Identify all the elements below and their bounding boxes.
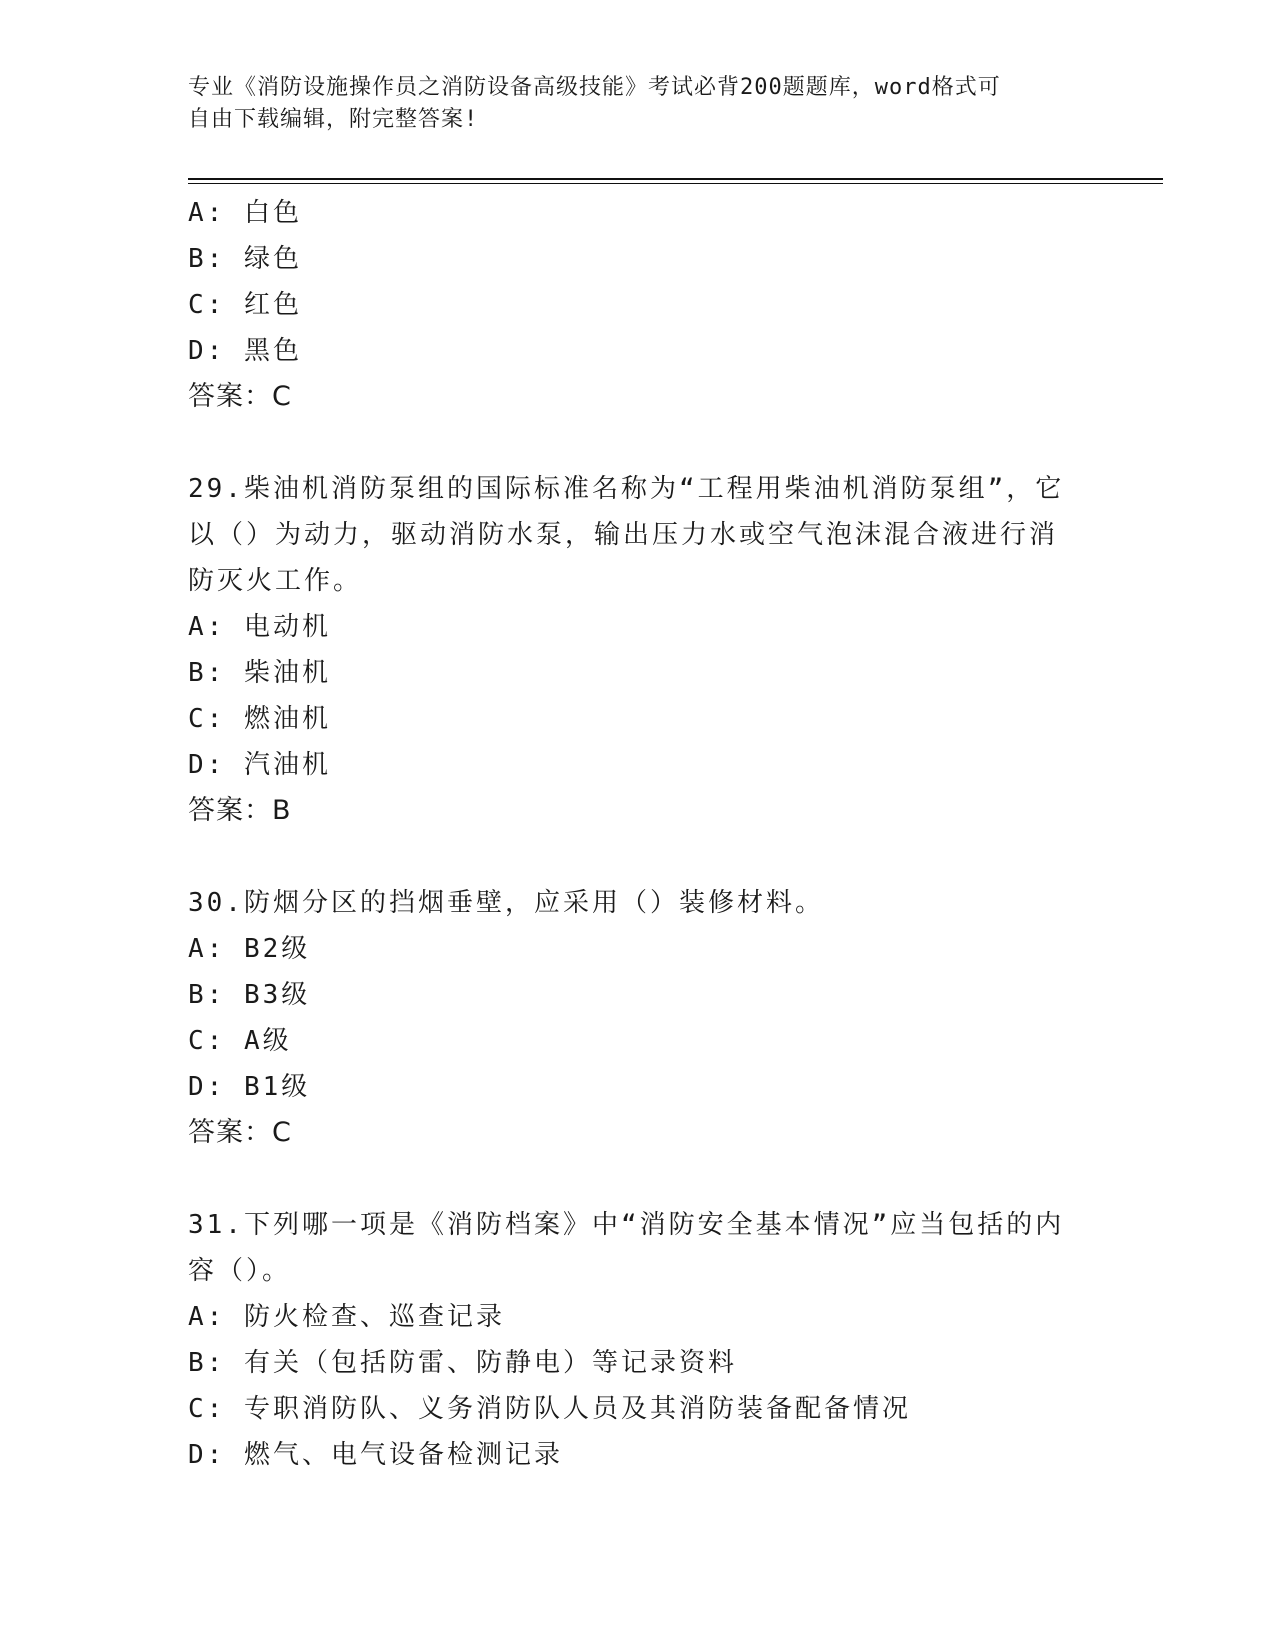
option-a: A: 防火检查、巡查记录 xyxy=(188,1302,505,1332)
header-divider-thick xyxy=(188,178,1163,180)
question-29-text-line-3: 防灭火工作。 xyxy=(188,566,363,596)
question-30-text-line-1: 30.防烟分区的挡烟垂壁，应采用（）装修材料。 xyxy=(188,888,824,918)
question-31-block xyxy=(188,1202,1088,1478)
option-a: A: 白色 xyxy=(188,198,302,228)
option-b: B: B3级 xyxy=(188,980,311,1010)
answer-line: 答案：B xyxy=(188,795,292,826)
option-d: D: 燃气、电气设备检测记录 xyxy=(188,1440,563,1470)
question-28-block xyxy=(188,190,1088,420)
spacer xyxy=(188,834,1088,880)
question-31-text-line-1: 31.下列哪一项是《消防档案》中“消防安全基本情况”应当包括的内 xyxy=(188,1210,1065,1240)
option-d: D: 汽油机 xyxy=(188,750,331,780)
option-d: D: B1级 xyxy=(188,1072,311,1102)
option-a: A: B2级 xyxy=(188,934,311,964)
header-divider-thin xyxy=(188,183,1163,184)
option-b: B: 柴油机 xyxy=(188,658,331,688)
question-29-text-line-2: 以（）为动力，驱动消防水泵，输出压力水或空气泡沫混合液进行消 xyxy=(188,520,1059,550)
option-b: B: 绿色 xyxy=(188,244,302,274)
spacer xyxy=(188,420,1088,466)
answer-line: 答案：C xyxy=(188,381,292,412)
header-line-1: 专业《消防设施操作员之消防设备高级技能》考试必背200题题库，word格式可 xyxy=(188,75,1001,100)
option-c: C: 专职消防队、义务消防队人员及其消防装备配备情况 xyxy=(188,1394,911,1424)
header-line-2: 自由下载编辑，附完整答案! xyxy=(188,107,479,132)
option-b: B: 有关（包括防雷、防静电）等记录资料 xyxy=(188,1348,737,1378)
question-list xyxy=(188,190,1088,1478)
answer-line: 答案：C xyxy=(188,1117,292,1148)
option-c: C: 红色 xyxy=(188,290,302,320)
document-header xyxy=(188,72,1088,136)
question-29-text-line-1: 29.柴油机消防泵组的国际标准名称为“工程用柴油机消防泵组”，它 xyxy=(188,474,1065,504)
option-a: A: 电动机 xyxy=(188,612,331,642)
question-31-text-line-2: 容（）。 xyxy=(188,1256,292,1286)
option-c: C: A级 xyxy=(188,1026,292,1056)
option-d: D: 黑色 xyxy=(188,336,302,366)
question-30-block xyxy=(188,880,1088,1156)
question-29-block xyxy=(188,466,1088,834)
option-c: C: 燃油机 xyxy=(188,704,331,734)
spacer xyxy=(188,1156,1088,1202)
